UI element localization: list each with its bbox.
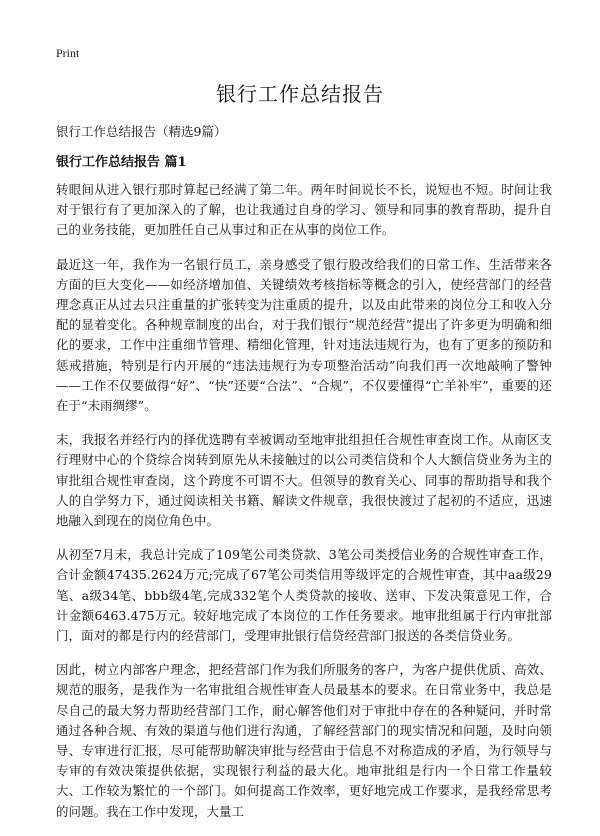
section-heading: 银行工作总结报告 篇1	[56, 155, 187, 170]
document-subtitle: 银行工作总结报告（精选9篇）	[56, 124, 227, 139]
paragraph: 末，我报名并经行内的择优选聘有幸被调动至地审批组担任合规性审查岗工作。从南区支行理财中心的个贷综合岗转到原先从未接触过的以公司类信贷和个人大额信贷业务为主的审批组合规性审查岗，这个跨度不可谓不大。但领导的教育关心、同事的帮助指导和我个人的自学努力下，通过阅读相关书籍、解读文件规章，我很快渡过了起初的不适应，迅速地融入到现在的岗位角色中。	[56, 432, 552, 529]
paragraph: 因此，树立内部客户理念，把经营部门作为我们所服务的客户，为客户提供优质、高效、规范的服务，是我作为一名审批组合规性审查人员最基本的要求。在日常业务中，我总是尽自己的最大努力帮助经营部门工作，耐心解答他们对于审批中存在的各种疑问，并时常通过各种合规、有效的渠道与他们进行沟通，了解经营部门的现实情况和问题，及时向领导、专审进行汇报，尽可能帮助解决审批与经营由于信息不对称造成的矛盾，为行领导与专审的有效决策提供依据，实现银行利益的最大化。地审批组是行内一个日常工作量较大、工作较为繁忙的一个部门。如何提高工作效率，更好地完成工作要求，是我经常思考的问题。我在工作中发现，大量工	[56, 662, 552, 819]
paragraph: 从初至7月末，我总计完成了109笔公司类贷款、3笔公司类授信业务的合规性审查工作，合计金额47435.2624万元;完成了67笔公司类信用等级评定的合规性审查，其中aa级29笔、a级34笔、bbb级4笔,完成332笔个人类贷款的接收、送审、下发决策意见工作，合计金额6463.475万元。较好地完成了本岗位的工作任务要求。地审批组属于行内审批部门，面对的都是行内的经营部门，受理审批银行信贷经营部门报送的各类信贷业务。	[56, 547, 552, 644]
print-link[interactable]: Print	[56, 46, 80, 60]
paragraph: 最近这一年，我作为一名银行员工，亲身感受了银行股改给我们的日常工作、生活带来各方面的巨大变化——如经济增加值、关键绩效考核指标等概念的引入，使经营部门的经营理念真正从过去只注重量的扩张转变为注重质的提升，以及由此带来的岗位分工和收入分配的显着变化。各种规章制度的出台，对于我们银行“规范经营”提出了许多更为明确和细化的要求，工作中注重细节管理、精细化管理，针对违法违规行为，也有了更多的预防和惩戒措施，特别是行内开展的“违法违规行为专项整治活动”向我们再一次地敲响了警钟——工作不仅要做得“好”、“快”还要“合法”、“合规”，不仅要懂得“亡羊补牢”，重要的还在于“未雨绸缪”。	[56, 256, 552, 414]
paragraph: 转眼间从进入银行那时算起已经满了第二年。两年时间说长不长，说短也不短。时间让我对于银行有了更加深入的了解，也让我通过自身的学习、领导和同事的教育帮助，提升自己的业务技能，更加胜任自己从事过和正在从事的岗位工作。	[56, 182, 552, 238]
article-body	[56, 180, 552, 836]
page-title: 银行工作总结报告	[216, 82, 384, 106]
